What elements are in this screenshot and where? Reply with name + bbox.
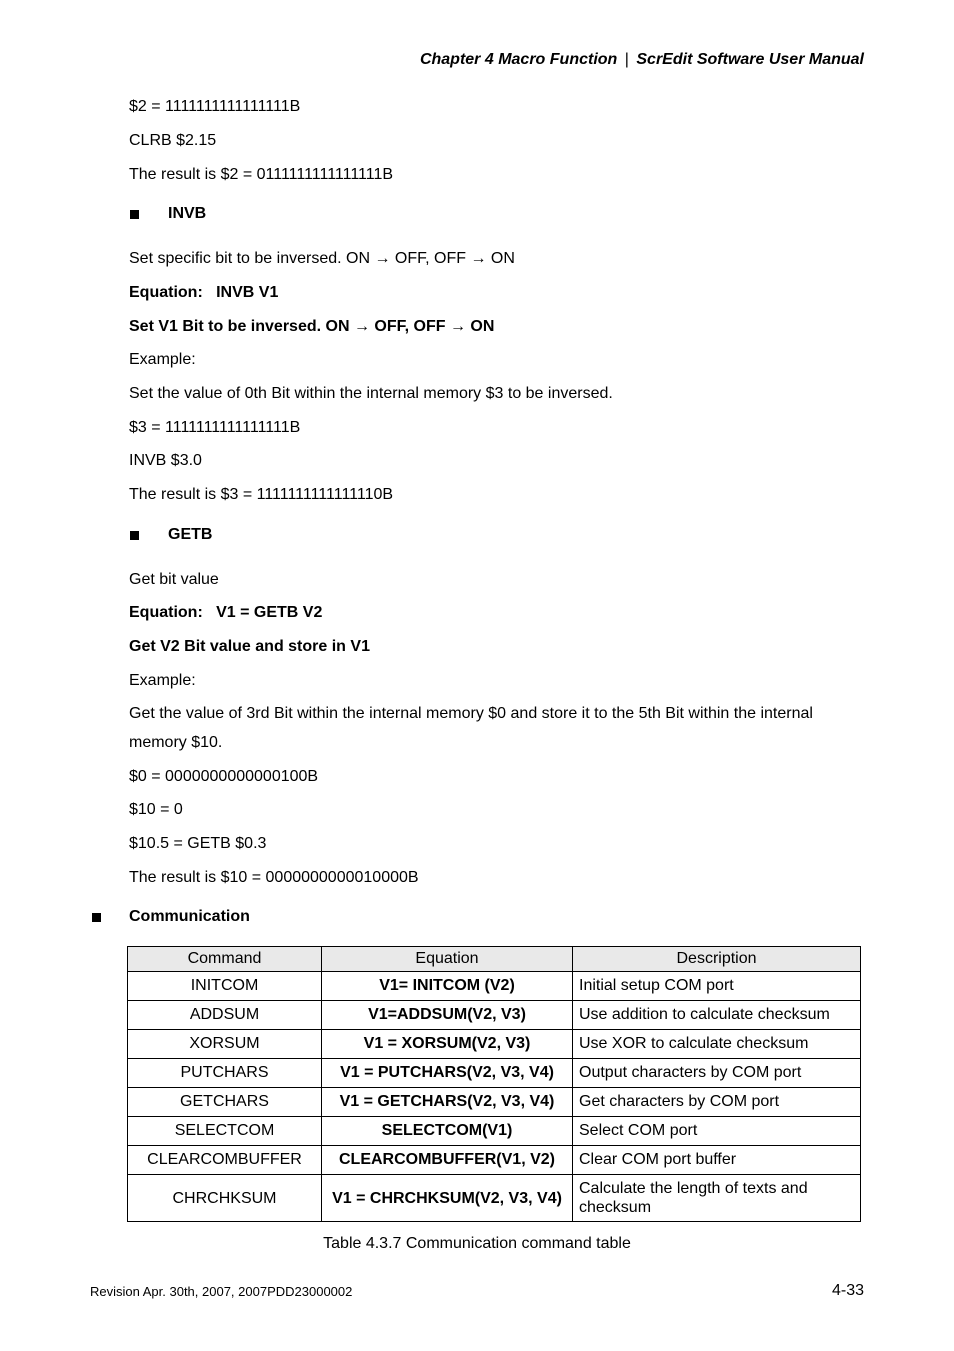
cell-description-line-2: checksum	[579, 1199, 652, 1216]
communication-bullet-icon	[92, 913, 101, 922]
invb-detail: Set V1 Bit to be inversed. ON → OFF, OFF → ON	[129, 318, 495, 335]
table-caption: Table 4.3.7 Communication command table	[323, 1235, 631, 1252]
column-header-equation: Equation	[322, 947, 573, 972]
footer-page-number: 4-33	[831, 1282, 864, 1299]
table-row	[128, 1117, 861, 1146]
invb-line-3: The result is $3 = 1111111111111110B	[129, 486, 394, 503]
invb-bullet-icon	[130, 210, 139, 219]
cell-equation: CLEARCOMBUFFER(V1, V2)	[322, 1146, 573, 1175]
cell-command: INITCOM	[128, 972, 322, 1001]
cell-description: Use XOR to calculate checksum	[573, 1030, 861, 1059]
cell-equation: V1= INITCOM (V2)	[322, 972, 573, 1001]
communication-heading: Communication	[129, 908, 250, 925]
column-header-command: Command	[128, 947, 322, 972]
cell-command: SELECTCOM	[128, 1117, 322, 1146]
invb-heading: INVB	[168, 205, 207, 222]
getb-line-1: $0 = 0000000000000100B	[129, 768, 319, 785]
cell-description: Clear COM port buffer	[573, 1146, 861, 1175]
getb-detail: Get V2 Bit value and store in V1	[129, 638, 370, 655]
cell-description: Use addition to calculate checksum	[573, 1001, 861, 1030]
getb-description: Get bit value	[129, 571, 219, 588]
invb-equation-value: INVB V1	[216, 284, 279, 301]
cell-equation: V1 = XORSUM(V2, V3)	[322, 1030, 573, 1059]
clrb-line-1: $2 = 1111111111111111B	[129, 98, 301, 115]
invb-line-2: INVB $3.0	[129, 452, 202, 469]
getb-equation-label: Equation:	[129, 604, 203, 621]
header-manual: ScrEdit Software User Manual	[636, 51, 864, 68]
getb-equation-value: V1 = GETB V2	[216, 604, 323, 621]
page-header	[420, 50, 864, 70]
clrb-line-2: CLRB $2.15	[129, 132, 217, 149]
getb-example-text-1: Get the value of 3rd Bit within the internal memory $0 and store it to the 5th Bit within the internal	[129, 705, 813, 722]
table-row	[128, 972, 861, 1001]
clrb-line-3: The result is $2 = 0111111111111111B	[129, 166, 394, 183]
invb-description: Set specific bit to be inversed. ON → OFF, OFF → ON	[129, 250, 515, 267]
table-row	[128, 1088, 861, 1117]
cell-equation: V1=ADDSUM(V2, V3)	[322, 1001, 573, 1030]
cell-description-line-1: Calculate the length of texts and	[579, 1180, 808, 1197]
table-header-row	[128, 947, 861, 972]
getb-line-3: $10.5 = GETB $0.3	[129, 835, 267, 852]
getb-heading: GETB	[168, 526, 213, 543]
getb-equation	[129, 603, 322, 623]
cell-description: Output characters by COM port	[573, 1059, 861, 1088]
getb-line-2: $10 = 0	[129, 801, 183, 818]
getb-bullet-icon	[130, 531, 139, 540]
cell-command: CHRCHKSUM	[128, 1175, 322, 1222]
cell-description: Initial setup COM port	[573, 972, 861, 1001]
invb-equation-label: Equation:	[129, 284, 203, 301]
table-row	[128, 1001, 861, 1030]
footer-revision: Revision Apr. 30th, 2007, 2007PDD23000002	[90, 1284, 353, 1299]
invb-equation	[129, 283, 278, 303]
table-row	[128, 1146, 861, 1175]
cell-equation: V1 = GETCHARS(V2, V3, V4)	[322, 1088, 573, 1117]
cell-equation: SELECTCOM(V1)	[322, 1117, 573, 1146]
invb-line-1: $3 = 1111111111111111B	[129, 419, 301, 436]
invb-example-label: Example:	[129, 351, 196, 368]
table-row	[128, 1030, 861, 1059]
invb-example-text: Set the value of 0th Bit within the internal memory $3 to be inversed.	[129, 385, 613, 402]
cell-command: CLEARCOMBUFFER	[128, 1146, 322, 1175]
getb-example-label: Example:	[129, 672, 196, 689]
cell-command: PUTCHARS	[128, 1059, 322, 1088]
cell-description: Get characters by COM port	[573, 1088, 861, 1117]
cell-command: GETCHARS	[128, 1088, 322, 1117]
column-header-description: Description	[573, 947, 861, 972]
cell-description: Select COM port	[573, 1117, 861, 1146]
getb-line-4: The result is $10 = 0000000000010000B	[129, 869, 419, 886]
cell-command: ADDSUM	[128, 1001, 322, 1030]
cell-equation: V1 = CHRCHKSUM(V2, V3, V4)	[322, 1175, 573, 1222]
cell-equation: V1 = PUTCHARS(V2, V3, V4)	[322, 1059, 573, 1088]
getb-example-text-2: memory $10.	[129, 734, 223, 751]
cell-command: XORSUM	[128, 1030, 322, 1059]
communication-command-table	[127, 946, 861, 1222]
header-separator: |	[624, 51, 629, 68]
cell-description	[573, 1175, 861, 1222]
table-row	[128, 1175, 861, 1222]
header-chapter: Chapter 4 Macro Function	[419, 51, 618, 68]
table-row	[128, 1059, 861, 1088]
